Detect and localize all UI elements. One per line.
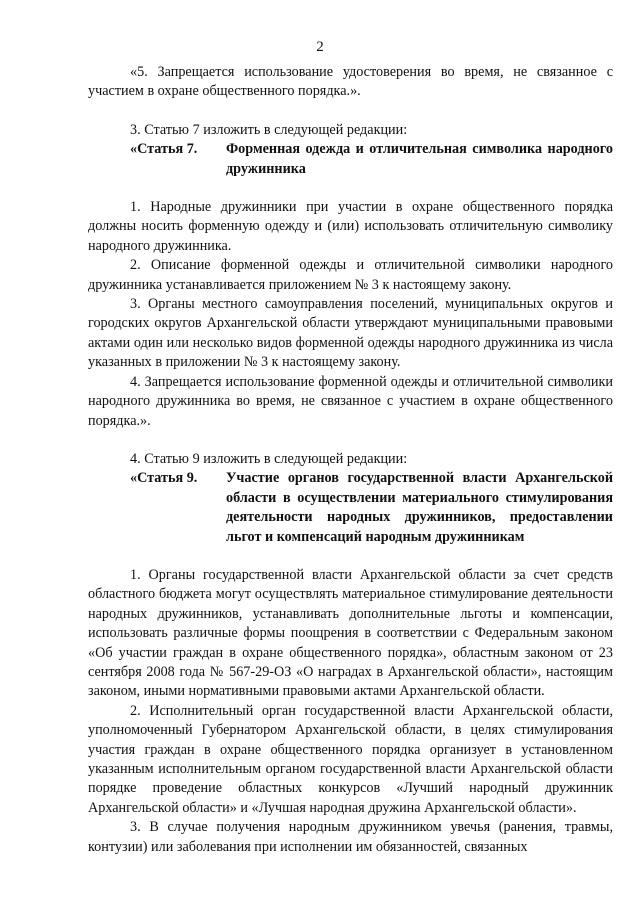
paragraph-art9-item3: 3. В случае получения народным дружинником увечья (ранения, травмы, контузии) или заболевания при исполнении им обязанностей, связанных	[88, 819, 613, 855]
paragraph-art7-item1: 1. Народные дружинники при участии в охране общественного порядка должны носить форменную одежду и (или) использовать отличительную символику народного дружинника.	[88, 199, 613, 254]
paragraph-art7-item3: 3. Органы местного самоуправления поселений, муниципальных округов и городских округов Архангельской области утверждают муниципальными правовыми актами один или несколько видов форменной одежды народного дружинника из числа указанных в приложении № 3 к настоящему закону.	[88, 296, 613, 371]
paragraph-art9-item1: 1. Органы государственной власти Архангельской области за счет средств областного бюджета могут осуществлять материальное стимулирование деятельности народных дружинников, устанавливать дополнительные льготы и компенсации, использовать различные формы поощрения в соответствии с Федеральным законом «Об участии граждан в охране общественного порядка», областным законом от 23 сентября 2008 года № 567-29-ОЗ «О наградах в Архангельской области», настоящим законом, иными нормативными правовыми актами Архангельской области.	[88, 566, 613, 700]
article-7-heading	[88, 140, 613, 179]
article-9-title: Участие органов государственной власти Архангельской области в осуществлении материального стимулирования деятельности народных дружинников, предоставлении льгот и компенсаций народным дружинникам	[226, 470, 613, 545]
paragraph-art7-item4: 4. Запрещается использование форменной одежды и отличительной символики народного дружинника во время, не связанное с участием в охране общественного порядка.».	[88, 373, 613, 429]
paragraph-article9-intro: 4. Статью 9 изложить в следующей редакции:	[130, 450, 408, 467]
paragraph-art9-item2: 2. Исполнительный орган государственной власти Архангельской области, уполномоченный Губернатором Архангельской области, в целях стимулирования участия граждан в охране общественного порядка организует в установленном указанным исполнительным органом государственной власти Архангельской области порядке проведение областных конкурсов «Лучший народный дружинник Архангельской области» и «Лучшая народная дружина Архангельской области».	[88, 702, 613, 816]
paragraph-ban-certificate: «5. Запрещается использование удостоверения во время, не связанное с участием в охране общественного порядка.».	[88, 64, 613, 100]
article-7-label: «Статья 7.	[130, 141, 198, 158]
article-9-heading	[88, 469, 613, 547]
paragraph-article7-intro: 3. Статью 7 изложить в следующей редакции:	[130, 121, 408, 138]
paragraph-art7-item2: 2. Описание форменной одежды и отличительной символики народного дружинника устанавливается приложением № 3 к настоящему закону.	[88, 257, 613, 293]
article-9-label: «Статья 9.	[130, 470, 198, 487]
article-7-title: Форменная одежда и отличительная символика народного дружинника	[226, 141, 613, 177]
document-body	[88, 63, 613, 857]
page-number: 2	[316, 39, 324, 55]
